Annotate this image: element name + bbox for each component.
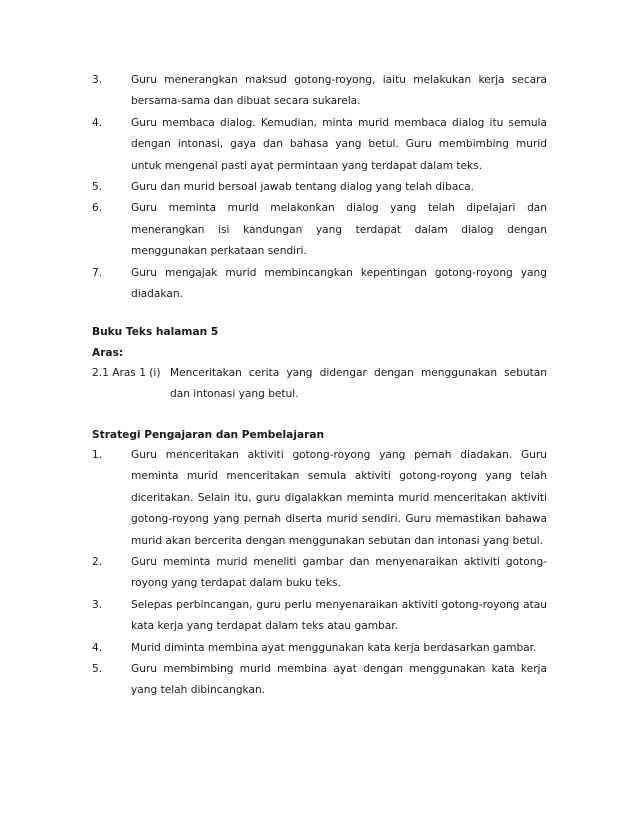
item-text: Guru menerangkan maksud gotong-royong, iaitu melakukan kerja secara bersama-sama dan dibuat secara sukarela.: [131, 74, 547, 108]
list-item: [92, 638, 547, 659]
item-number: 7.: [92, 266, 103, 279]
aras-label: Aras:: [92, 347, 124, 359]
item-text: Guru mengajak murid membincangkan kepentingan gotong-royong yang diadakan.: [131, 266, 547, 301]
item-text: Murid diminta membina ayat menggunakan kata kerja berdasarkan gambar.: [131, 641, 537, 654]
procedure-list-continued: [92, 70, 547, 305]
strategy-title: Strategi Pengajaran dan Pembelajaran: [92, 429, 325, 441]
list-item: [92, 70, 547, 113]
aras-row: [92, 363, 547, 406]
item-number: 4.: [92, 116, 103, 129]
list-item: [92, 198, 547, 262]
list-item: [92, 263, 547, 306]
item-number: 4.: [92, 641, 103, 654]
item-text: Guru meminta murid meneliti gambar dan menyenaraikan aktiviti gotong-royong yang terdapat dalam buku teks.: [131, 556, 547, 590]
list-item: [92, 177, 547, 198]
list-item: [92, 595, 547, 638]
item-text: Guru menceritakan aktiviti gotong-royong yang pernah diadakan. Guru meminta murid menceritakan semula aktiviti gotong-royong yang telah diceritakan. Selain itu, guru digalakkan meminta murid menceritakan aktiviti gotong-royong yang pernah diserta murid sendiri. Guru memastikan bahawa murid akan bercerita dengan menggunakan sebutan dan intonasi yang betul.: [131, 449, 547, 547]
item-text: Selepas perbincangan, guru perlu menyenaraikan aktiviti gotong-royong atau kata kerja yang terdapat dalam teks atau gambar.: [131, 598, 547, 633]
list-item: [92, 445, 547, 552]
list-item: [92, 113, 547, 177]
item-text: Guru membaca dialog. Kemudian, minta murid membaca dialog itu semula dengan intonasi, gaya dan bahasa yang betul. Guru membimbing murid untuk mengenal pasti ayat permintaan yang terdapat dalam teks.: [131, 116, 547, 172]
aras-text: Menceritakan cerita yang didengar dengan menggunakan sebutan dan intonasi yang betul.: [170, 367, 547, 401]
aras-code: 2.1 Aras 1 (i): [92, 367, 161, 379]
item-number: 6.: [92, 202, 103, 215]
item-text: Guru dan murid bersoal jawab tentang dialog yang telah dibaca.: [131, 181, 475, 194]
section-title: Buku Teks halaman 5: [92, 326, 219, 338]
item-number: 1.: [92, 449, 103, 461]
list-item: [92, 659, 547, 702]
item-number: 2.: [92, 556, 103, 569]
strategy-list: [92, 445, 547, 702]
item-text: Guru meminta murid melakonkan dialog yang telah dipelajari dan menerangkan isi kandungan yang terdapat dalam dialog dengan menggunakan perkataan sendiri.: [131, 202, 547, 258]
item-text: Guru membimbing murid membina ayat dengan menggunakan kata kerja yang telah dibincangkan.: [131, 663, 547, 697]
item-number: 5.: [92, 181, 103, 194]
item-number: 3.: [92, 598, 103, 611]
item-number: 5.: [92, 663, 103, 676]
list-item: [92, 552, 547, 595]
item-number: 3.: [92, 74, 103, 86]
